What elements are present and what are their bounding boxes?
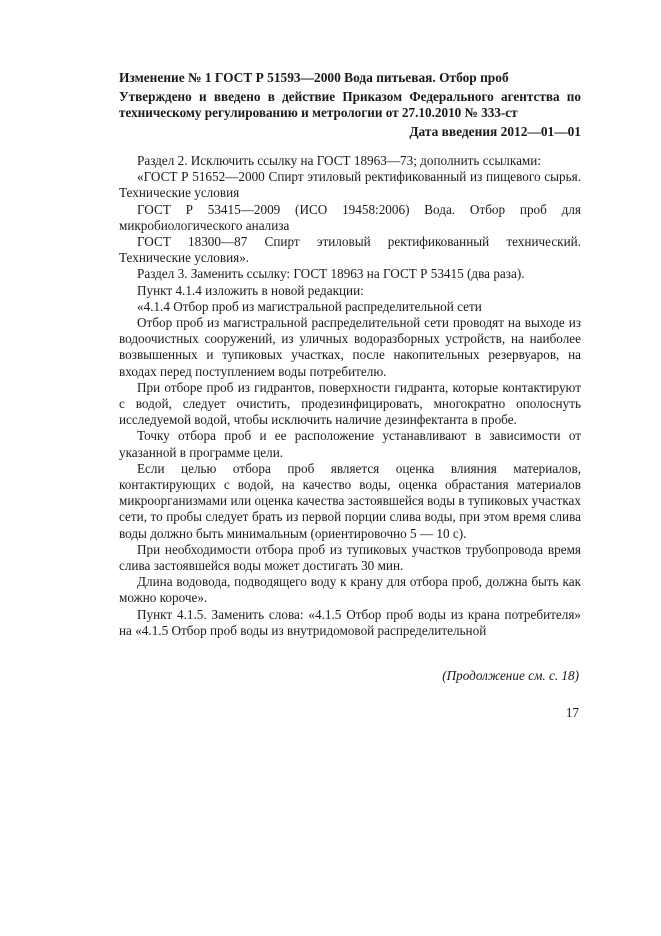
paragraph: Если целью отбора проб является оценка влияния материалов, контактирующих с водой, на качество воды, оценка обрастания материалов микроорганизмами или оценка качества застоявшейся воды в тупиковых участках сети, то пробы следует брать из первой порции слива воды, при этом время слива воды должно быть минимальным (ориентировочно 5 — 10 с). <box>119 460 581 541</box>
paragraph: Пункт 4.1.4 изложить в новой редакции: <box>137 282 364 298</box>
paragraph: «4.1.4 Отбор проб из магистральной распределительной сети <box>137 298 482 314</box>
paragraph: Пункт 4.1.5. Заменить слова: «4.1.5 Отбор проб воды из крана потребителя» на «4.1.5 Отбор проб воды из внутридомовой распределительной <box>119 606 581 638</box>
paragraph: Отбор проб из магистральной распределительной сети проводят на выходе из водоочистных сооружений, из уличных водоразборных устройств, на наиболее возвышенных и тупиковых участках, после накопительных резервуаров, на входах перед поступлением воды потребителю. <box>119 315 581 379</box>
paragraph: «ГОСТ Р 51652—2000 Спирт этиловый ректификованный из пищевого сырья. Технические условия <box>119 169 581 201</box>
approval-statement: Утверждено и введено в действие Приказом Федерального агентства по техническому регулированию и метрологии от 27.10.2010 № 333-ст <box>119 89 581 120</box>
page-number: 17 <box>565 705 579 720</box>
paragraph: ГОСТ 18300—87 Спирт этиловый ректификованный технический. Технические условия». <box>119 234 581 266</box>
paragraph: При необходимости отбора проб из тупиковых участков трубопровода время слива застоявшейся воды может достигать 30 мин. <box>119 541 581 574</box>
document-body <box>119 153 581 639</box>
paragraph: Точку отбора проб и ее расположение устанавливают в зависимости от указанной в программе цели. <box>119 428 581 460</box>
amendment-title: Изменение № 1 ГОСТ Р 51593—2000 Вода питьевая. Отбор проб <box>119 70 509 85</box>
effective-date: Дата введения 2012—01—01 <box>409 124 581 139</box>
paragraph: ГОСТ Р 53415—2009 (ИСО 19458:2006) Вода. Отбор проб для микробиологического анализа <box>119 201 581 233</box>
paragraph: Раздел 3. Заменить ссылку: ГОСТ 18963 на ГОСТ Р 53415 (два раза). <box>137 266 525 282</box>
continuation-note: (Продолжение см. с. 18) <box>442 668 579 683</box>
paragraph: При отборе проб из гидрантов, поверхности гидранта, которые контактируют с водой, следует очистить, продезинфицировать, многократно ополоснуть исследуемой водой, чтобы исключить наличие дезинфектанта в пробе. <box>119 379 581 428</box>
paragraph: Раздел 2. Исключить ссылку на ГОСТ 18963—73; дополнить ссылками: <box>137 153 541 168</box>
paragraph: Длина водовода, подводящего воду к крану для отбора проб, должна быть как можно короче». <box>119 574 581 606</box>
